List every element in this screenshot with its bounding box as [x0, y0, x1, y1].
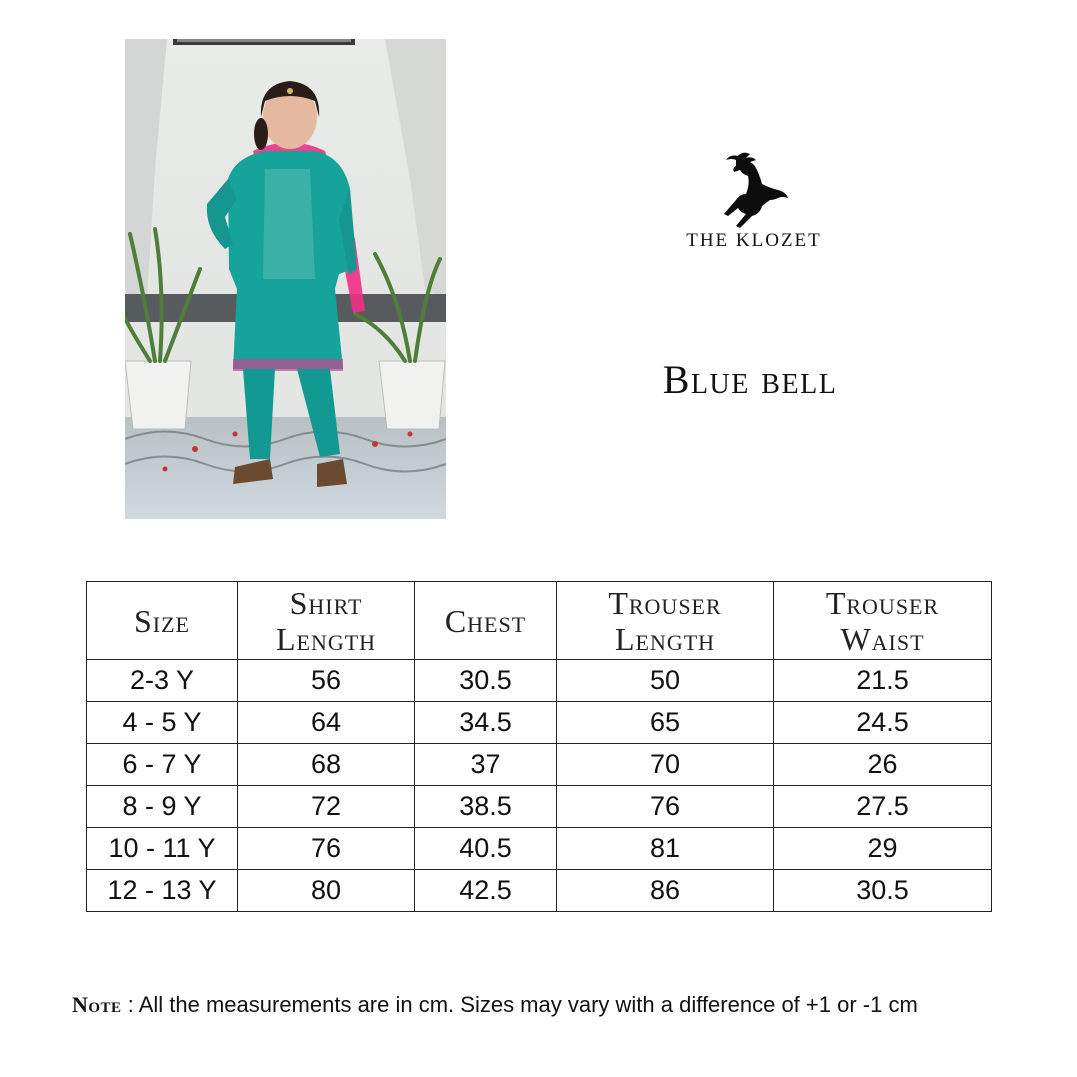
product-photo-illustration — [125, 39, 446, 519]
cell-chest: 42.5 — [415, 870, 557, 912]
cell-trouser-length: 86 — [557, 870, 774, 912]
cell-size: 6 - 7 Y — [87, 744, 238, 786]
table-row — [87, 786, 992, 828]
header-shirt-length-label: Shirt Length — [275, 584, 377, 657]
product-title: Blue bell — [662, 357, 838, 402]
table-row — [87, 828, 992, 870]
note-text: : All the measurements are in cm. Sizes may vary with a difference of +1 or -1 cm — [121, 992, 918, 1017]
cell-shirt-length: 80 — [238, 870, 415, 912]
cell-shirt-length: 72 — [238, 786, 415, 828]
cell-trouser-length: 81 — [557, 828, 774, 870]
cell-size: 2-3 Y — [87, 660, 238, 702]
brand-logo — [676, 150, 832, 252]
table-row — [87, 744, 992, 786]
cell-trouser-waist: 27.5 — [774, 786, 992, 828]
table-header-row — [87, 582, 992, 660]
cell-chest: 37 — [415, 744, 557, 786]
brand-name: THE KLOZET — [686, 230, 822, 251]
header-chest: Chest — [415, 582, 557, 660]
cell-shirt-length: 56 — [238, 660, 415, 702]
cell-size: 4 - 5 Y — [87, 702, 238, 744]
cell-trouser-waist: 21.5 — [774, 660, 992, 702]
cell-chest: 30.5 — [415, 660, 557, 702]
cell-size: 12 - 13 Y — [87, 870, 238, 912]
measurement-note — [72, 992, 1062, 1018]
cell-trouser-length: 50 — [557, 660, 774, 702]
cell-shirt-length: 76 — [238, 828, 415, 870]
header-trouser-waist-label: Trouser Waist — [825, 584, 940, 657]
cell-shirt-length: 64 — [238, 702, 415, 744]
header-trouser-length — [557, 582, 774, 660]
cell-chest: 40.5 — [415, 828, 557, 870]
table-row — [87, 870, 992, 912]
header-size: Size — [87, 582, 238, 660]
cell-trouser-waist: 26 — [774, 744, 992, 786]
cell-trouser-length: 70 — [557, 744, 774, 786]
size-chart-table — [86, 581, 992, 912]
cell-size: 8 - 9 Y — [87, 786, 238, 828]
cell-trouser-length: 65 — [557, 702, 774, 744]
cell-trouser-waist: 29 — [774, 828, 992, 870]
cell-trouser-waist: 24.5 — [774, 702, 992, 744]
cell-trouser-length: 76 — [557, 786, 774, 828]
cell-chest: 38.5 — [415, 786, 557, 828]
header-trouser-length-label: Trouser Length — [608, 584, 722, 657]
cell-trouser-waist: 30.5 — [774, 870, 992, 912]
cell-size: 10 - 11 Y — [87, 828, 238, 870]
header-trouser-waist — [774, 582, 992, 660]
table-row — [87, 660, 992, 702]
note-label: Note — [72, 992, 122, 1017]
cell-chest: 34.5 — [415, 702, 557, 744]
product-photo — [125, 39, 446, 519]
cell-shirt-length: 68 — [238, 744, 415, 786]
leaping-deer-icon — [722, 150, 788, 230]
table-row — [87, 702, 992, 744]
header-shirt-length — [238, 582, 415, 660]
